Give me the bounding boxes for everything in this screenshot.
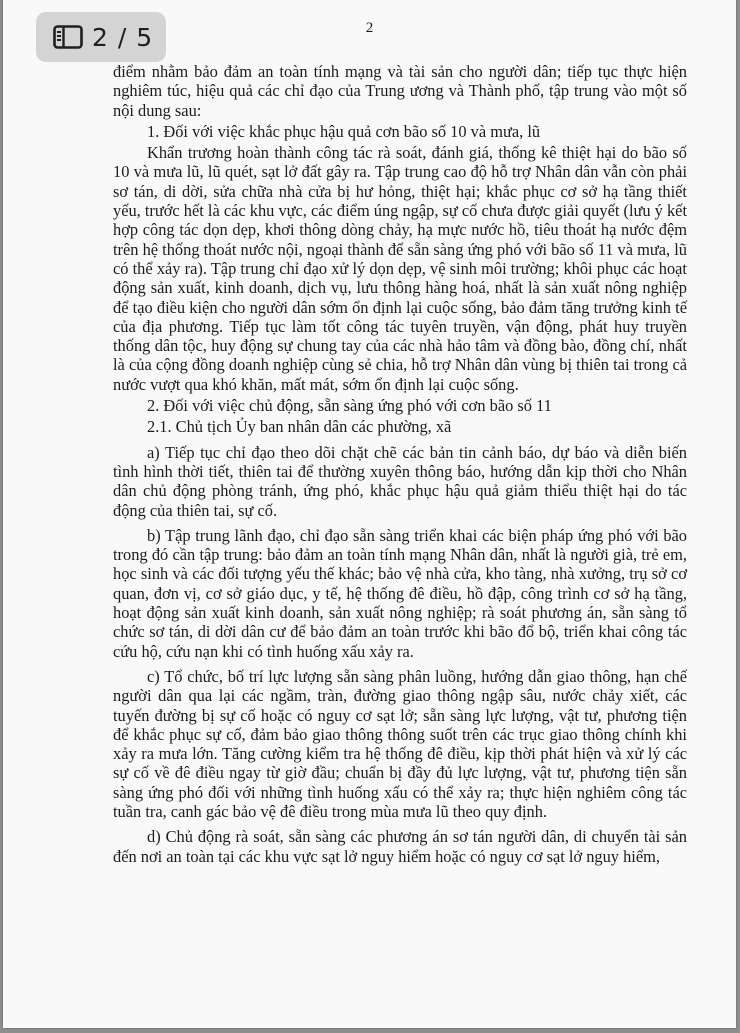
sidebar-panel-icon [53,25,83,49]
subsection-heading-2-1: 2.1. Chủ tịch Ủy ban nhân dân các phường, xã [147,417,452,437]
page-indicator-button[interactable] [36,12,166,62]
paragraph-intro-continuation: điểm nhằm bảo đảm an toàn tính mạng và tài sản cho người dân; tiếp tục thực hiện nghiêm túc, hiệu quả các chỉ đạo của Trung ương và Thành phố, tập trung vào một số nội dung sau: [113,62,687,120]
paragraph-recovery: Khẩn trương hoàn thành công tác rà soát, đánh giá, thống kê thiệt hại do bão số 10 và mưa lũ, lũ quét, sạt lở đất gây ra. Tập trung cao độ hỗ trợ Nhân dân vẫn còn phải sơ tán, di dời, sửa chữa nhà cửa bị hư hỏng, thiệt hại; khắc phục cơ sở hạ tầng thiết yếu, trước hết là các khu vực, các điểm úng ngập, sự cố chưa được giải quyết (lưu ý kết hợp công tác dọn dẹp, khơi thông dòng chảy, hạ mực nước hồ, tiêu thoát hạ nước đệm trên hệ thống thoát nước nội, ngoại thành để sẵn sàng ứng phó với bão số 11 và mưa, lũ có thể xảy ra). Tập trung chỉ đạo xử lý dọn dẹp, vệ sinh môi trường; khôi phục các hoạt động sản xuất, kinh doanh, dịch vụ, lưu thông hàng hoá, nhất là sản xuất nông nghiệp để tạo điều kiện cho người dân sớm ổn định lại cuộc sống, bảo đảm tăng trưởng kinh tế của địa phương. Tiếp tục làm tốt công tác tuyên truyền, vận động, phát huy truyền thống dân tộc, huy động sự chung tay của các nhà hảo tâm và đồng bào, đồng chí, nhất là của cộng đồng doanh nghiệp cùng sẻ chia, hỗ trợ Nhân dân vùng bị thiên tai trong cả nước vượt qua khó khăn, mất mát, sớm ổn định lại cuộc sống. [113,143,688,394]
paragraph-item-b: b) Tập trung lãnh đạo, chỉ đạo sẵn sàng triển khai các biện pháp ứng phó với bão trong đó cần tập trung: bảo đảm an toàn tính mạng Nhân dân, nhất là người già, trẻ em, học sinh và các đối tượng yếu thế khác; bảo vệ nhà cửa, kho tàng, nhà xưởng, trụ sở cơ quan, đơn vị, cơ sở giáo dục, y tế, hệ thống đê điều, hồ đập, công trình cơ sở hạ tầng, hoạt động sản xuất kinh doanh, sản xuất nông nghiệp; rà soát phương án, sẵn sàng tổ chức sơ tán, di dời dân cư để bảo đảm an toàn trước khi bão đổ bộ, triển khai công tác cứu hộ, cứu nạn khi có tình huống xấu xảy ra. [113,525,687,661]
section-heading-1: 1. Đối với việc khắc phục hậu quả cơn bão số 10 và mưa, lũ [147,121,541,141]
paragraph-item-d: d) Chủ động rà soát, sẵn sàng các phương án sơ tán người dân, di chuyển tài sản đến nơi an toàn tại các khu vực sạt lở nguy hiểm hoặc có nguy cơ sạt lở nguy hiểm, [113,827,687,866]
document-page [3,0,736,1028]
section-heading-2: 2. Đối với việc chủ động, sẵn sàng ứng phó với cơn bão số 11 [147,396,552,416]
page-indicator-label: 2 / 5 [92,22,154,52]
paragraph-item-a: a) Tiếp tục chỉ đạo theo dõi chặt chẽ các bản tin cảnh báo, dự báo và diễn biến tình hình thời tiết, thiên tai để thường xuyên thông báo, hướng dẫn kịp thời cho Nhân dân chủ động phòng tránh, ứng phó, khắc phục hậu quả giảm thiểu thiệt hại do tác động của thiên tai, sự cố. [113,442,687,520]
paragraph-item-c: c) Tổ chức, bố trí lực lượng sẵn sàng phân luồng, hướng dẫn giao thông, hạn chế người dân qua lại các ngầm, tràn, đường giao thông ngập sâu, nước chảy xiết, các tuyến đường bị sự cố hoặc có nguy cơ sạt lở; sẵn sàng lực lượng, vật tư, phương tiện để khắc phục sự cố, đảm bảo giao thông thông suốt trên các trục giao thông chính khi xảy ra mưa lớn. Tăng cường kiểm tra hệ thống đê điều, kịp thời phát hiện và xử lý các sự cố về đê điều ngay từ giờ đầu; chuẩn bị đầy đủ lực lượng, vật tư, phương tiện sẵn sàng ứng phó đối với những tình huống xấu có thể xảy ra; thực hiện nghiêm công tác tuần tra, canh gác bảo vệ đê điều trong mùa mưa lũ theo quy định. [113,666,687,821]
page-number: 2 [365,20,374,36]
document-body [113,62,687,868]
